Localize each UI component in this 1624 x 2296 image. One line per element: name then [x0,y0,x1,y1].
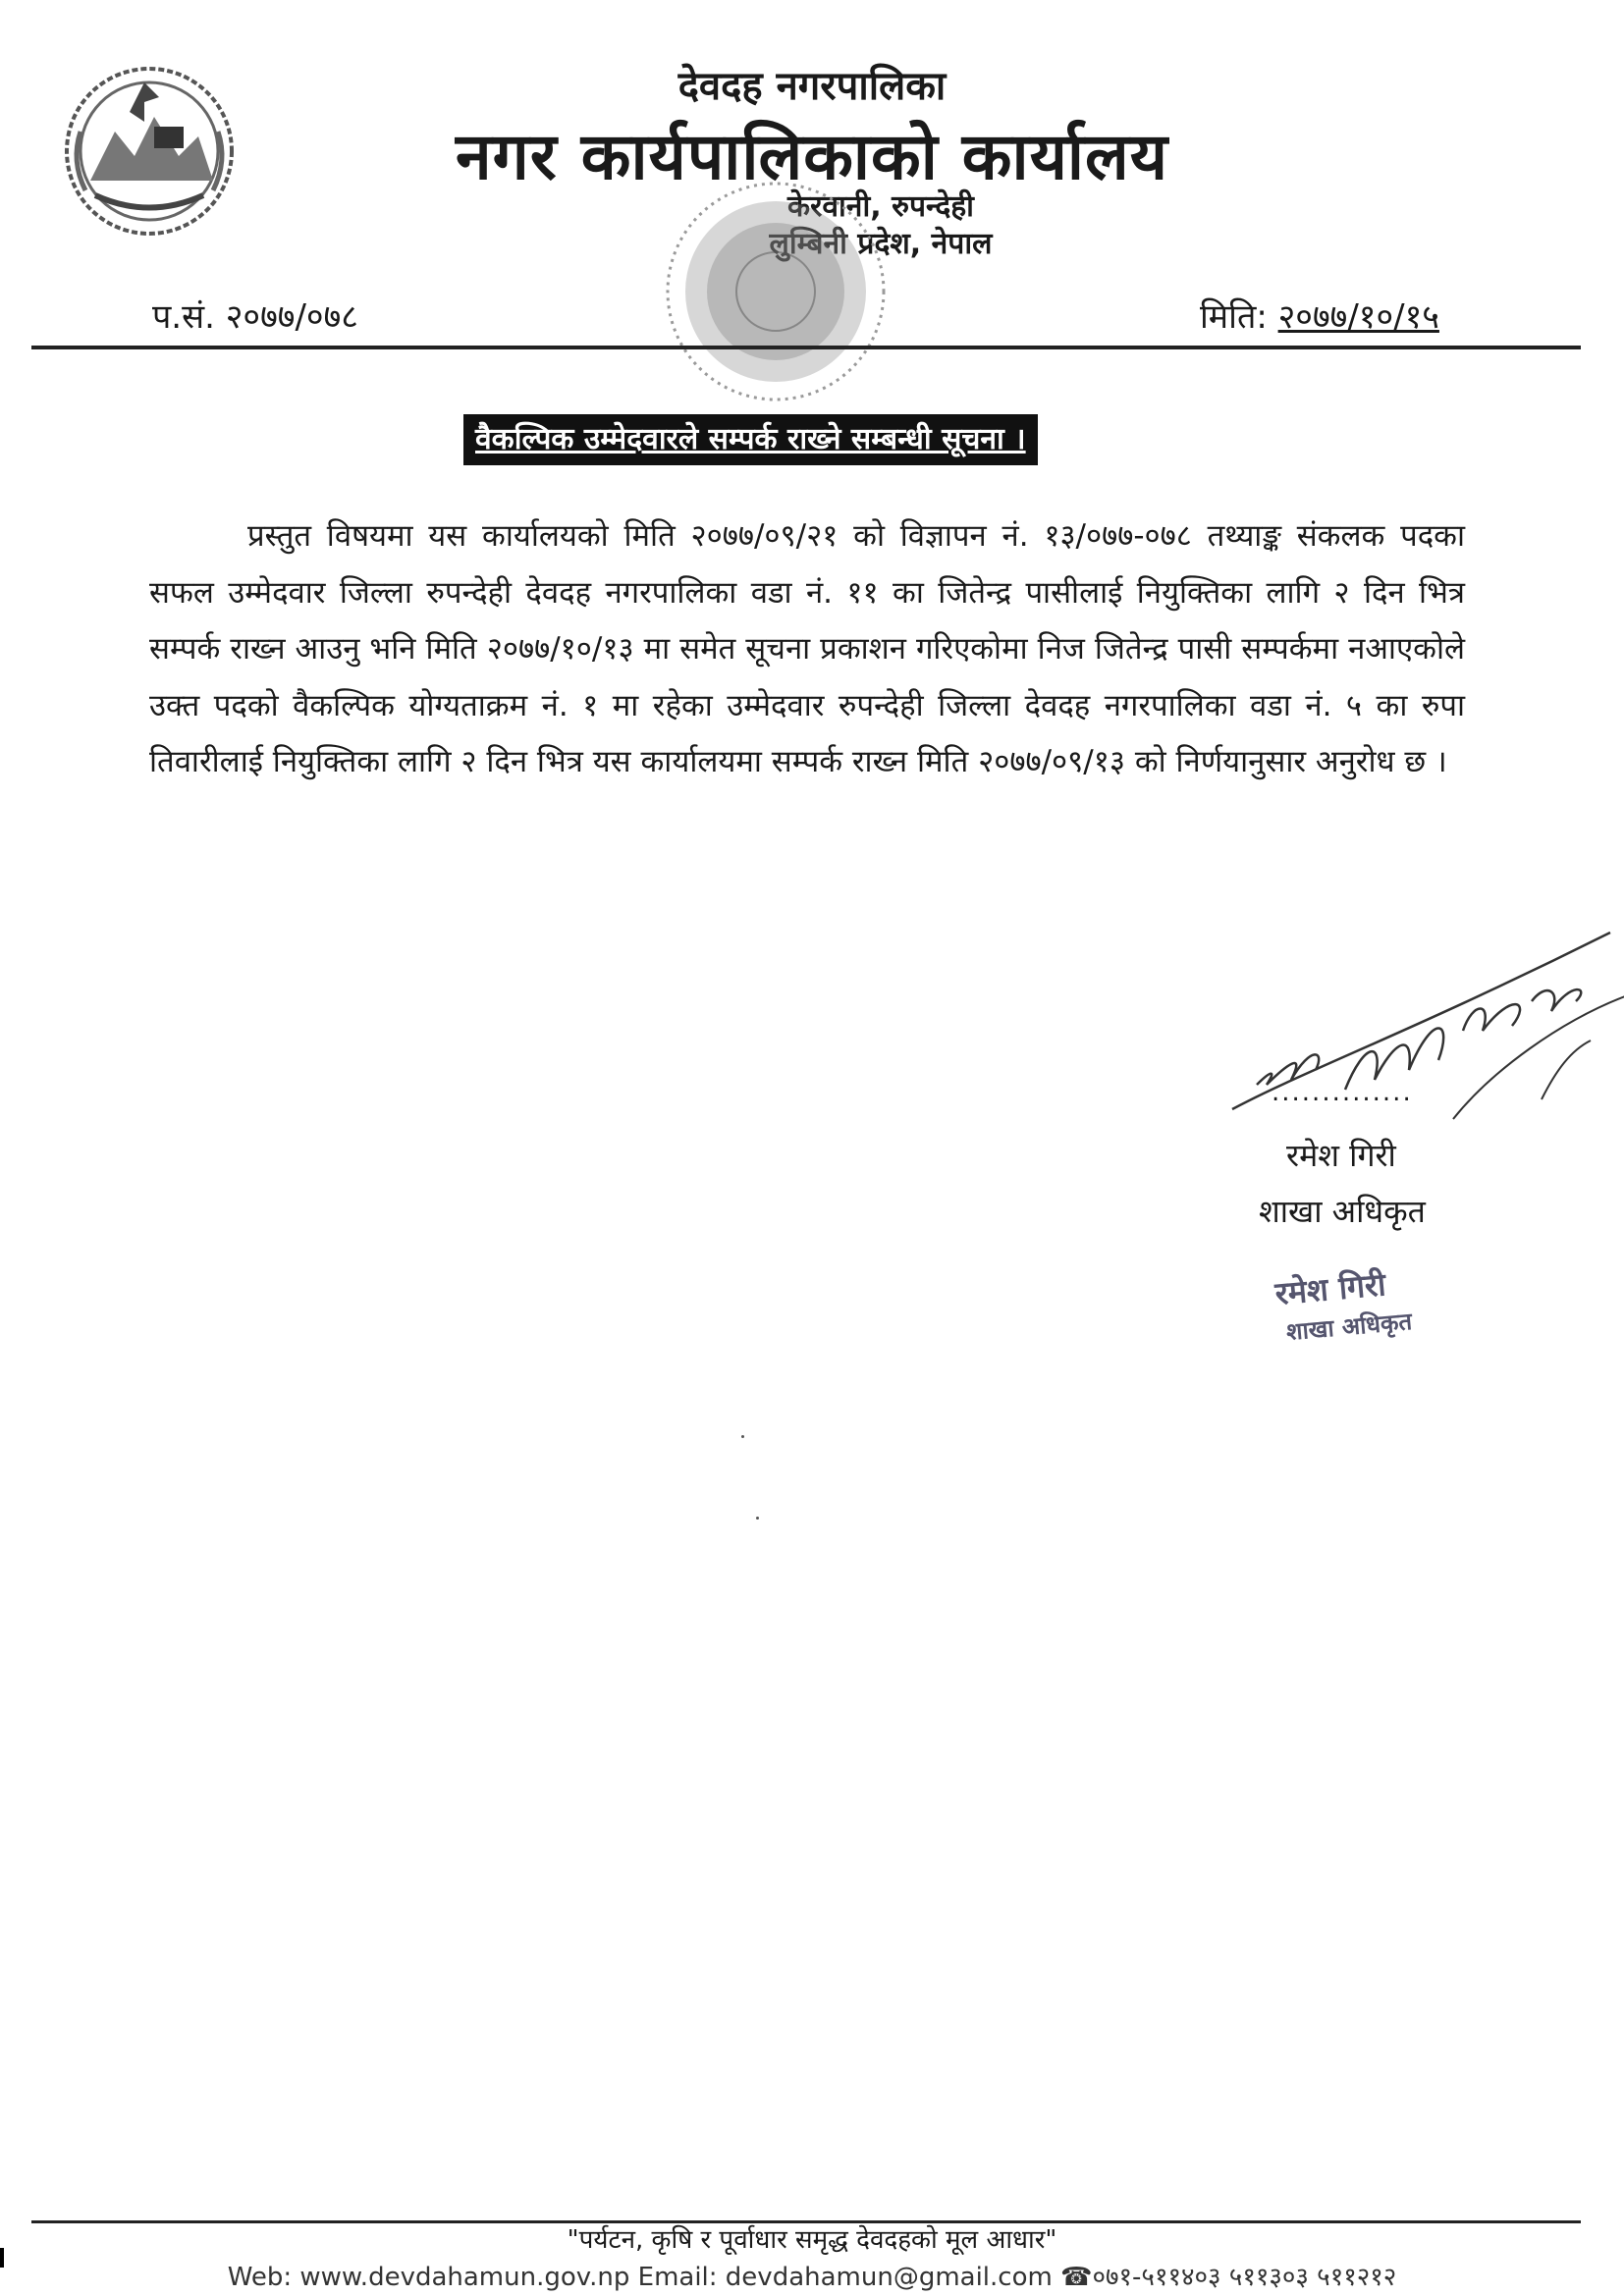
scan-edge-mark [0,2248,4,2268]
municipality-name: देवदह नगरपालिका [677,64,947,109]
name-stamp-title: शाखा अधिकृत [1285,1308,1414,1347]
date-value: २०७७/१०/१५ [1277,297,1439,337]
header-divider [31,346,1581,349]
notice-subject [463,414,1038,465]
footer-slogan: "पर्यटन, कृषि र पूर्वाधार समृद्ध देवदहको मूल आधार" [567,2225,1057,2255]
office-seal-stamp [653,169,898,414]
letter-date [1200,293,1439,338]
handwritten-signature [1218,923,1624,1178]
date-prefix: मिति: [1200,297,1268,337]
office-name: नगर कार्यपालिकाको कार्यालय [456,119,1168,194]
name-stamp [1273,1260,1413,1349]
signatory-title: शाखा अधिकृत [1259,1193,1426,1230]
notice-subject-text: वैकल्पिक उम्मेदवारले सम्पर्क राख्ने सम्बन्धी सूचना । [475,422,1026,456]
signatory-name: रमेश गिरी [1286,1137,1396,1174]
notice-body: प्रस्तुत विषयमा यस कार्यालयको मिति २०७७/०९/२१ को विज्ञापन नं. १३/०७७-०७८ तथ्याङ्क संकलक पदका सफल उम्मेदवार जिल्ला रुपन्देही देवदह नगरपालिका वडा नं. ११ का जितेन्द्र पासीलाई नियुक्तिका लागि २ दिन भित्र सम्पर्क राख्न आउनु भनि मिति २०७७/१०/१३ मा समेत सूचना प्रकाशन गरिएकोमा निज जितेन्द्र पासी सम्पर्कमा नआएकोले उक्त पदको वैकल्पिक योग्यताक्रम नं. १ मा रहेका उम्मेदवार रुपन्देही जिल्ला देवदह नगरपालिका वडा नं. ५ का रुपा तिवारीलाई नियुक्तिका लागि २ दिन भित्र यस कार्यालयमा सम्पर्क राख्न मिति २०७७/०९/१३ को निर्णयानुसार अनुरोध छ । [149,518,1465,779]
speck [756,1517,759,1520]
reference-number: प.सं. २०७७/०७८ [152,297,358,337]
signature-line: .............. [1272,1078,1413,1107]
speck [741,1435,744,1438]
footer-contact: Web: www.devdahamun.gov.np Email: devdahamun@gmail.com ☎०७१-५११४०३ ५११३०३ ५११२१२ [227,2263,1397,2292]
name-stamp-name: रमेश गिरी [1273,1265,1387,1312]
address-line-2: लुम्बिनी प्रदेश, नेपाल [769,227,993,261]
address-line-1: केरवानी, रुपन्देही [787,189,974,224]
